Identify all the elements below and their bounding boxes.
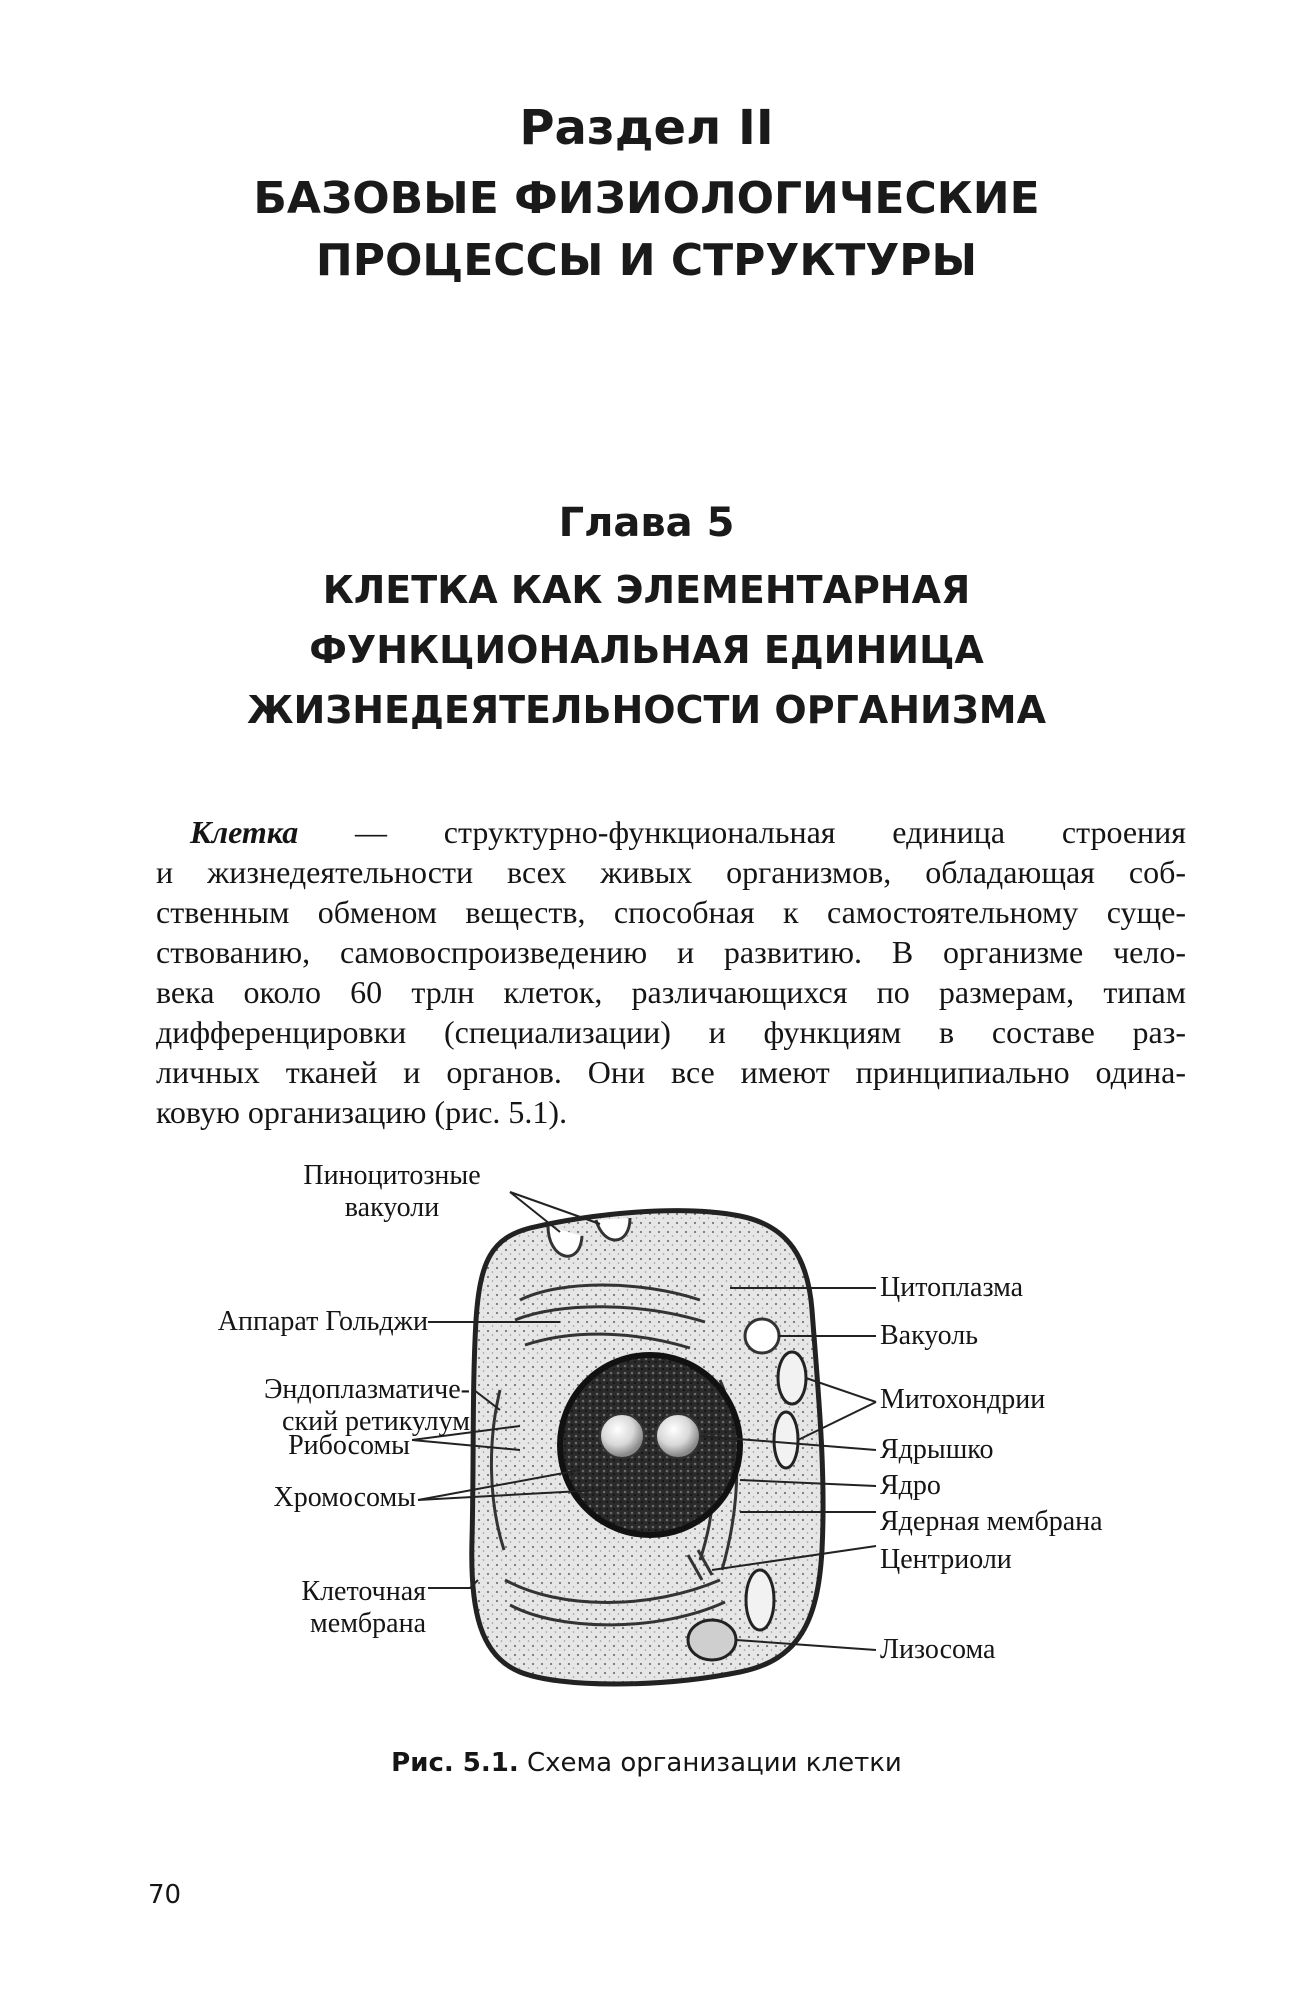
- label-cell-membrane: [150, 1576, 426, 1640]
- lysosome-shape: [688, 1620, 736, 1660]
- label-lysosome: Лизосома: [880, 1634, 996, 1665]
- section-title-line: ПРОЦЕССЫ И СТРУКТУРЫ: [315, 235, 978, 286]
- nucleolus-shape: [600, 1414, 644, 1458]
- chapter-title-line: ЖИЗНЕДЕЯТЕЛЬНОСТИ ОРГАНИЗМА: [246, 688, 1047, 732]
- paragraph-line-text: — структурно-функциональная единица строения: [298, 814, 1186, 850]
- label-line: Пиноцитозные: [303, 1160, 481, 1191]
- nucleolus-shape: [656, 1414, 700, 1458]
- label-nucleus: Ядро: [880, 1470, 941, 1501]
- label-cytoplasm: Цитоплазма: [880, 1272, 1024, 1303]
- section-number: Раздел II: [519, 100, 774, 156]
- defined-term: Клетка: [190, 814, 299, 850]
- paragraph-line: дифференцировки (специализации) и функциям в составе раз-: [156, 1014, 1186, 1050]
- paragraph-line: личных тканей и органов. Они все имеют принципиально одина-: [156, 1054, 1186, 1090]
- body-paragraph: [156, 812, 1186, 1132]
- label-line: мембрана: [310, 1608, 426, 1639]
- label-line: вакуоли: [344, 1192, 440, 1223]
- label-chromosomes: Хромосомы: [273, 1482, 416, 1513]
- paragraph-line: [156, 812, 1186, 852]
- paragraph-line: и жизнедеятельности всех живых организмов, обладающая соб-: [156, 854, 1186, 890]
- chapter-title-line: КЛЕТКА КАК ЭЛЕМЕНТАРНАЯ: [322, 568, 971, 612]
- paragraph-line: ковую организацию (рис. 5.1).: [156, 1094, 568, 1130]
- label-line: ский ретикулум: [282, 1406, 470, 1437]
- paragraph-line: ствованию, самовоспроизведению и развитию. В организме чело-: [156, 934, 1186, 970]
- page-number: 70: [148, 1880, 182, 1910]
- label-nuclear-membrane: Ядерная мембрана: [880, 1506, 1103, 1537]
- label-centrioles: Центриоли: [880, 1544, 1012, 1575]
- cell-figure: [0, 1140, 1293, 1740]
- vacuole-shape: [745, 1319, 779, 1353]
- label-ribosomes: Рибосомы: [288, 1430, 410, 1461]
- figure-caption: [0, 1748, 1293, 1778]
- nucleus-shape: [560, 1355, 740, 1535]
- chapter-title: [0, 560, 1293, 740]
- label-er: [150, 1374, 470, 1438]
- figure-caption-text: Схема организации клетки: [518, 1748, 902, 1778]
- label-mitochondria: Митохондрии: [880, 1384, 1046, 1415]
- section-title: [0, 168, 1293, 292]
- label-line: Эндоплазматиче-: [263, 1374, 470, 1405]
- chapter-number: Глава 5: [558, 500, 735, 546]
- paragraph-line: века около 60 трлн клеток, различающихся по размерам, типам: [156, 974, 1186, 1010]
- paragraph-line: ственным обменом веществ, способная к самостоятельному суще-: [156, 894, 1186, 930]
- label-nucleolus: Ядрышко: [880, 1434, 994, 1465]
- figure-caption-number: Рис. 5.1.: [391, 1748, 519, 1778]
- label-line: Клеточная: [301, 1576, 426, 1607]
- label-vacuole: Вакуоль: [880, 1320, 978, 1351]
- chapter-title-line: ФУНКЦИОНАЛЬНАЯ ЕДИНИЦА: [309, 628, 984, 672]
- label-golgi: Аппарат Гольджи: [217, 1306, 428, 1337]
- label-pinocytic-vacuoles: [282, 1160, 502, 1224]
- section-title-line: БАЗОВЫЕ ФИЗИОЛОГИЧЕСКИЕ: [253, 173, 1040, 224]
